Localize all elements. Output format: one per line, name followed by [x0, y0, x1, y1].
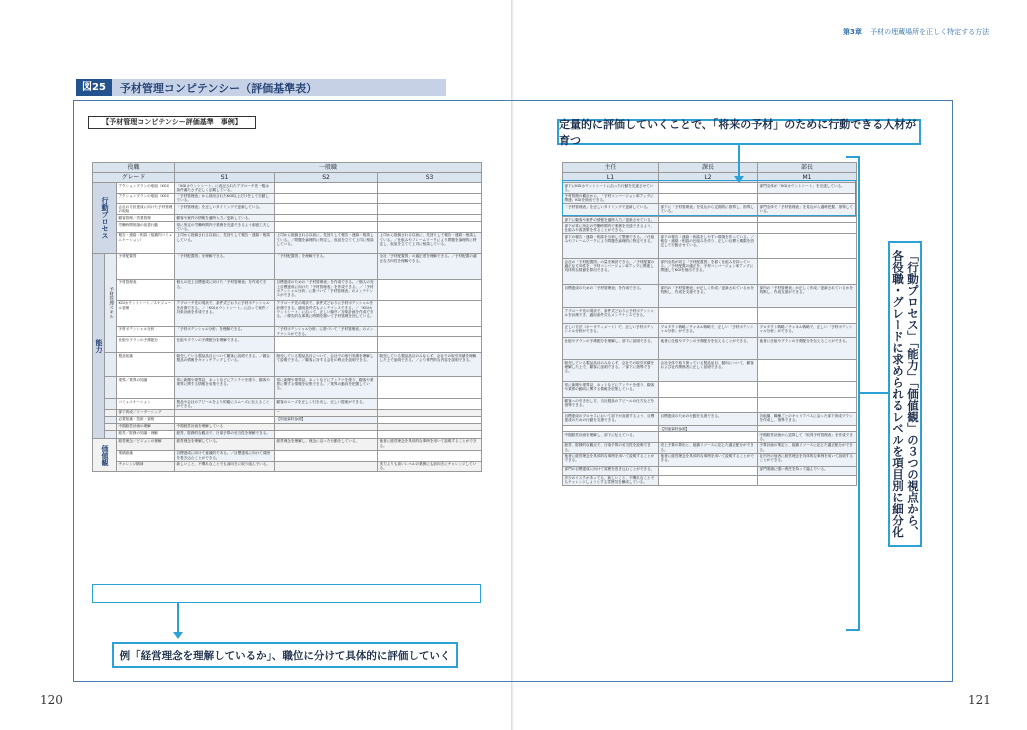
table-row — [563, 308, 857, 324]
s2-cell: 上司から指摘される以前に、先回りして報告・連絡・相談している。／問題を論理的に特定し、仮説を立てて上司に相談している。 — [275, 232, 378, 253]
item-cell: アクションプランの取組（KGI） — [117, 183, 175, 194]
l1-cell: 顧客への引き出し方、当社製品のアピールの仕方などを指導できる。 — [563, 398, 659, 413]
bottom-arrow-shaft — [177, 603, 179, 633]
l2-cell: プロダクト戦略／チャネル戦略で、正しい「予材ポテンシャル分析」ができる。 — [659, 324, 758, 338]
l1-cell: 予材管理の観点から、「予材コンバージョン率アップに関連」KGIを抽出できる。 — [563, 193, 659, 204]
l1-cell: 経営、財務的な観点で、日頃予算の妥当性を説明できる。 — [563, 442, 659, 453]
s3-cell — [378, 222, 482, 233]
grade-rows-highlight — [562, 180, 856, 216]
s3-cell — [378, 416, 482, 423]
s1-cell: 「予材管理表」を正しいタイミングで更新している。 — [175, 204, 275, 215]
table-row — [93, 326, 482, 337]
table-row — [93, 353, 482, 377]
table-row — [563, 466, 857, 475]
table-row — [563, 360, 857, 382]
s3-cell: 全社「予材配置図」の適正度を理解できる。／予材配置の適正な方向性を理解できる。 — [378, 253, 482, 279]
m1-cell: 他者に仕組やプランの予測配分を伝えることができる。 — [758, 338, 857, 360]
s3-cell — [378, 279, 482, 300]
spacer-cell — [105, 353, 117, 377]
m1-cell — [758, 398, 857, 413]
s2-cell — [275, 204, 378, 215]
s1-cell: 常に所定の労働時間内で業務を完遂できるよう創意工夫している。 — [175, 222, 275, 233]
left-competency-table — [92, 162, 482, 472]
s3-cell: 他者に経営理念を具体的な事例を用いて説明することができる。 — [378, 438, 482, 450]
table-row — [563, 338, 857, 360]
header-general: 一般職 — [175, 163, 482, 173]
subsection-label: 予材管理スキル — [105, 253, 117, 353]
item-cell: 部下育成／リーダーシップ — [117, 409, 175, 416]
m1-cell — [758, 360, 857, 382]
s1-cell: 上司から指摘される以前に、先回りして報告・連絡・相談している。 — [175, 232, 275, 253]
figure-title: 予材管理コンピテンシー（評価基準表） — [119, 81, 318, 95]
item-cell: KGIカウントシート／スケジュール管理 — [117, 300, 175, 326]
section-label: 行動プロセス — [93, 183, 117, 254]
item-cell: 報告・連絡・相談（組織内コミュニケーション） — [117, 232, 175, 253]
l1-cell: 目標達成のプロセスにおいて部下が直面するよう、目標達成のための行動を支援できる。 — [563, 413, 659, 426]
s2-cell: 【別途資料参照】 — [275, 416, 378, 423]
s2-cell — [275, 423, 378, 430]
m1-cell: プロダクト戦略／チャネル戦略で、正しい「予材ポテンシャル分析」ができる。 — [758, 324, 857, 338]
l1-cell: 部下の報告・連絡・相談を分析して整理できる。／仕組みやフレームワークにより問題を論理的に特定できる。 — [563, 234, 659, 259]
l1-cell: 正しい方法（ポーダティメート）で、正しい予材ポテンシャル分析ができる。 — [563, 324, 659, 338]
m1-cell — [758, 382, 857, 398]
table-row — [563, 223, 857, 234]
s1-cell: 新しいこと、不慣れなことでも前向きに取り組んでいる。 — [175, 461, 275, 472]
s1-cell: アプローチ先の現状で、条件式どおりに予材ポテンシャルを計測できる。／「KGIカウントシート」に沿って案件／対象計画を作成できる。 — [175, 300, 275, 326]
figure-label — [76, 79, 446, 96]
l2-cell: 部内の「予材管理表」が正しく作成／更新されているかを判断し、作成を支援できる。 — [659, 285, 758, 308]
header-m1: M1 — [758, 173, 857, 183]
l2-cell: 部下に「予材管理表」を見ながら定期的に指導し、指導している。 — [659, 204, 758, 217]
table-row — [93, 416, 482, 423]
item-cell: 予材配置図 — [117, 253, 175, 279]
values-row-highlight — [92, 584, 481, 603]
l2-cell — [659, 475, 758, 486]
s1-cell: 個人の売上目標達成に向けた「予材管理表」を作成できる。 — [175, 279, 275, 300]
table-row — [93, 215, 482, 222]
item-cell: 経営／財務の知識・理解 — [117, 430, 175, 438]
s2-cell: 販売している製品品目について、会社での取引実績を理解して説明できる。／顧客に対する会社の利点を説明できる。 — [275, 353, 378, 377]
l1-cell: 部下に顧客や案件の情報を適時入力／更新させている。 — [563, 217, 659, 223]
l1-cell: 仕組やプランの予測配分を理解し、部下に説明できる。 — [563, 338, 659, 360]
table-row — [93, 253, 482, 279]
l1-cell: 会社の「予材配置図」の量を検討できる。／予材配置の適正な方向性を、予材コンバージョン率アップに関連し具体的な数値を算出できる。 — [563, 259, 659, 285]
page-number-left: 120 — [40, 693, 63, 707]
table-row — [563, 382, 857, 398]
item-cell: 予材管理表 — [117, 279, 175, 300]
table-row — [93, 450, 482, 461]
table-row — [93, 222, 482, 233]
s2-cell — [275, 461, 378, 472]
item-cell: 会社の方針達成に向けた予材管理の取組 — [117, 204, 175, 215]
l1-cell: 多少のリスクがあっても、新しいこと、不慣れなことでもチャレンジしようとする雰囲気を醸成している。 — [563, 475, 659, 486]
s3-cell: 販売している製品品目のみならず、会社での取引実績を理解した上で説明できる。／より専門的な内容を説明できる。 — [378, 353, 482, 377]
chapter-header — [843, 27, 989, 37]
l2-cell — [659, 223, 758, 234]
l1-cell: アプローチ先の現状で、条件式どおりに予材ポテンシャルを計測でき、適用条件式もメンテナンスできる。 — [563, 308, 659, 324]
item-cell: アクションプランの取組（KGI） — [117, 193, 175, 204]
table-row — [563, 234, 857, 259]
l2-cell: 部下の報告・連絡・相談をしやすい環境を作っている。／報告・連絡・相談の仕組みを作り、正しい目標と期限を設定して行動させている。 — [659, 234, 758, 259]
s2-cell: 目標達成のための「予材管理表」を作成できる。／個人の売上目標達成に向けた「予材管理表」を作成できる。／「予材ポテンシャル分析」に基づいて「予材管理表」のメンテナンスができる。 — [275, 279, 378, 300]
l1-cell: 部下が常に所定の労働時間内で業務を完遂できるよう、仕組みや改善策を作ることができる。 — [563, 223, 659, 234]
l2-cell — [659, 308, 758, 324]
l1-cell: 部門の目標達成に向けて周囲を巻き込むことができる。 — [563, 466, 659, 475]
m1-cell: 中期経営計画から逆算して「取得予材管理表」を作成できる。 — [758, 432, 857, 443]
page-number-right: 121 — [968, 693, 991, 707]
s2-cell: 「予材ポテンシャル分析」に基づいて「予材管理表」のメンテナンスができる。 — [275, 326, 378, 337]
spacer-cell — [105, 409, 117, 416]
callout-top: 定量的に評価していくことで、「将来の予材」のために行動できる人材が育つ — [557, 119, 921, 145]
header-role: 役職 — [93, 163, 175, 173]
s1-cell: 目標達成に向けて意識的である。／目標達成に向けて周囲を巻き込むことができる。 — [175, 450, 275, 461]
l2-cell — [659, 398, 758, 413]
table-row — [93, 377, 482, 399]
item-cell: 業績意識 — [117, 450, 175, 461]
s2-cell — [275, 183, 378, 194]
s1-cell: 販売している製品品目について顧客に説明できる。／競合製品の情報をキャッチアップしている。 — [175, 353, 275, 377]
item-cell: 経営理念／ビジョンの理解 — [117, 438, 175, 450]
m1-cell — [758, 475, 857, 486]
s1-cell: 「予材配置図」を理解できる。 — [175, 253, 275, 279]
s2-cell — [275, 450, 378, 461]
l2-cell: 他者に経営理念を具体的な事例を用いて説明することができる。 — [659, 453, 758, 466]
m1-cell — [758, 234, 857, 259]
l2-cell: 売上予算の算出と、組織リソースに応じた適正配分ができる。 — [659, 442, 758, 453]
s3-cell — [378, 204, 482, 215]
s1-cell — [175, 409, 275, 416]
s1-cell: 顧客や案件の情報を適時入力／更新している。 — [175, 215, 275, 222]
s1-cell — [175, 416, 275, 423]
l1-cell: 販売している製品品目のみならず、会社での取引実績を理解した上で、顧客に説明できる。／部下に指導できる。 — [563, 360, 659, 382]
section-label: 価値観 — [93, 438, 117, 471]
table-row — [93, 409, 482, 416]
table-row — [93, 193, 482, 204]
l1-cell: 目標達成のための「予材管理表」を作成できる。 — [563, 285, 659, 308]
s1-cell: 常に新聞や業界誌、ネットなどにアンテナを張り、顧客や業界に関する情報を収集できる。 — [175, 377, 275, 399]
table-row — [563, 324, 857, 338]
l2-cell: 目標達成のための行動を支援できる。 — [659, 413, 758, 426]
header-section-chief: 課長 — [659, 163, 758, 173]
table-row — [93, 300, 482, 326]
s3-cell — [378, 326, 482, 337]
header-grade: グレード — [93, 173, 175, 183]
section-label: 能力 — [93, 253, 105, 438]
table-row — [563, 285, 857, 308]
s2-cell: 常に新聞や業界誌、ネットなどにアンテナを張り、顧客や業界に関する情報を収集できる。／業界の動向を把握している。 — [275, 377, 378, 399]
s2-cell — [275, 337, 378, 353]
bracket-connector — [860, 392, 888, 394]
s1-cell: 「予材ポテンシャル分析」を理解できる。 — [175, 326, 275, 337]
m1-cell: 部内の「予材管理表」が正しく作成／更新されているかを判断し、作成支援ができる。 — [758, 285, 857, 308]
s2-cell — [275, 222, 378, 233]
s3-cell — [378, 450, 482, 461]
inner-title: 【予材管理コンピテンシー評価基準 事例】 — [88, 116, 256, 129]
spacer-cell — [105, 399, 117, 410]
s2-cell — [275, 430, 378, 438]
figure-number: 図25 — [76, 79, 112, 96]
s3-cell — [378, 430, 482, 438]
s2-cell: アプローチ先の現状で、条件式どおりに予材ポテンシャルを計測できる。適用条件式もメンテナンスできる。／「KGIカウントシート」に沿って、正しい順序／対象計画を作成できる。／優先的な事業に時間を割いて予材管理を回している。 — [275, 300, 378, 326]
s2-cell — [275, 215, 378, 222]
item-cell: チャレンジ精神 — [117, 461, 175, 472]
item-cell: 中期経営計画の理解 — [117, 423, 175, 430]
s2-cell: 「予材配置図」を理解できる。 — [275, 253, 378, 279]
item-cell: 予材ポテンシャル分析 — [117, 326, 175, 337]
s1-cell: 経営、財務的な観点で、日頃予算の妥当性を理解できる。 — [175, 430, 275, 438]
callout-right: 「行動プロセス」「能力」「価値観」の３つの視点から、各役職・グレードに求められるレベルを項目別に細分化 — [888, 241, 922, 547]
l2-cell — [659, 466, 758, 475]
m1-cell: 部門全体が「KGIカウントシート」を完遂している。 — [758, 183, 857, 194]
l2-cell: 部内全員が同じ「予材配置図」を描く仕組みを持っている。／予材配置の適正を、予材コンバージョン率アップに関連してKGIを抽出できる。 — [659, 259, 758, 285]
table-row — [93, 430, 482, 438]
m1-cell: 部門全体で「予材管理表」を見ながら適時把握、指導している。 — [758, 204, 857, 217]
s3-cell — [378, 300, 482, 326]
table-row — [93, 399, 482, 410]
l1-cell: 「予材管理表」を正しいタイミングで更新している。 — [563, 204, 659, 217]
callout-bottom: 例「経営理念を理解しているか」、職位に分けて具体的に評価していく — [112, 642, 458, 668]
s3-cell — [378, 183, 482, 194]
top-arrow-shaft — [738, 145, 740, 177]
s3-cell — [378, 193, 482, 204]
m1-cell: 予算計画の策定と、組織リソースに応じた適正配分ができる。 — [758, 442, 857, 453]
spacer-cell — [105, 377, 117, 399]
m1-cell: 各組織、職種ごとのキャリアパスに沿った部下育成プランを作成し、指導できる。 — [758, 413, 857, 426]
s2-cell — [275, 193, 378, 204]
bottom-arrow-head — [173, 632, 183, 639]
table-row — [93, 279, 482, 300]
table-row — [563, 442, 857, 453]
item-cell: 必要知識・技術・資格 — [117, 416, 175, 423]
l2-cell — [659, 382, 758, 398]
l1-cell: 常に新聞や業界誌、ネットなどにアンテナを張り、顧客や業界の動向に関する情報を収集している。 — [563, 382, 659, 398]
header-s2: S2 — [275, 173, 378, 183]
l2-cell — [659, 432, 758, 443]
item-cell: 仕組やプランの予測配分 — [117, 337, 175, 353]
item-cell: 労働時間短縮の改善行動 — [117, 222, 175, 233]
header-l2: L2 — [659, 173, 758, 183]
table-row — [563, 398, 857, 413]
m1-cell: 社内外の他者に経営理念を具体的な事例を用いて説明することができる。 — [758, 453, 857, 466]
header-l1: L1 — [563, 173, 659, 183]
l2-cell: 会社全体で取り扱っている製品品目、動向について、顧客および社内関係者に正しく説明できる。 — [659, 360, 758, 382]
table-row — [93, 183, 482, 194]
table-row — [563, 259, 857, 285]
item-cell: 顧客管理／営業管理 — [117, 215, 175, 222]
s3-cell: 上司から指摘される以前に、先回りして報告・連絡・相談している。／仕組みやフレームワークにより問題を論理的に特定し、仮説を立てて上司に相談している。 — [378, 232, 482, 253]
item-cell: 製品知識 — [117, 353, 175, 377]
m1-cell: 部門業績に強い責任を持って臨んでいる。 — [758, 466, 857, 475]
s1-cell: 経営理念を理解している。 — [175, 438, 275, 450]
table-row — [563, 453, 857, 466]
l1-cell: 部下にKGIカウントシートに沿った行動を完遂させている。 — [563, 183, 659, 194]
s2-cell: 顧客のニーズを正しく引き出し、正しい提案ができる。 — [275, 399, 378, 410]
s3-cell — [378, 423, 482, 430]
table-row — [93, 232, 482, 253]
item-cell: 業界／業界の知識 — [117, 377, 175, 399]
spacer-cell — [105, 416, 117, 423]
m1-cell — [758, 308, 857, 324]
spacer-cell — [105, 430, 117, 438]
table-row — [93, 204, 482, 215]
right-bracket — [846, 156, 860, 631]
m1-cell — [758, 259, 857, 285]
table-row — [93, 461, 482, 472]
spacer-cell — [105, 423, 117, 430]
top-arrow-head — [734, 176, 744, 183]
l1-cell: 他者に経営理念を具体的な事例を用いて説明することができる。 — [563, 453, 659, 466]
s1-cell: 「KGIカウントシート」に表記されたアプローチ先一覧は条件満たさず正しく記載している。 — [175, 183, 275, 194]
header-chief: 主任 — [563, 163, 659, 173]
s1-cell: 「予材管理表」から抽出されたKGI以上だけをして行動している。 — [175, 193, 275, 204]
table-row — [93, 337, 482, 353]
header-s1: S1 — [175, 173, 275, 183]
s2-cell: ー — [275, 409, 378, 416]
s1-cell: 製品や会社のアピールをより的確にスムーズに伝えることができる。 — [175, 399, 275, 410]
table-row — [563, 475, 857, 486]
s3-cell — [378, 215, 482, 222]
s1-cell: 仕組やプランの予測配分を理解できる。 — [175, 337, 275, 353]
s3-cell: 実力よりも高いレベルの業務にも前向きにチャレンジしている。 — [378, 461, 482, 472]
chapter-title: 予材の埋蔵場所を正しく特定する方法 — [870, 28, 990, 36]
table-row — [563, 432, 857, 443]
l1-cell: 中期経営計画を理解し、部下に伝えている。 — [563, 432, 659, 443]
s3-cell — [378, 399, 482, 410]
s1-cell: 中期経営計画を理解している — [175, 423, 275, 430]
header-s3: S3 — [378, 173, 482, 183]
s3-cell — [378, 377, 482, 399]
l2-cell: 他者に仕組やプランの予測配分を伝えることができる。 — [659, 338, 758, 360]
header-manager: 部長 — [758, 163, 857, 173]
table-row — [563, 413, 857, 426]
s2-cell: 経営理念を理解し、理念に沿った行動をしている。 — [275, 438, 378, 450]
table-row — [93, 423, 482, 430]
l2-cell: 【別途資料参照】 — [659, 426, 758, 432]
m1-cell — [758, 223, 857, 234]
s3-cell — [378, 337, 482, 353]
table-row — [93, 438, 482, 450]
s3-cell — [378, 409, 482, 416]
item-cell: コミュニケーション — [117, 399, 175, 410]
chapter-number: 第3章 — [843, 28, 862, 36]
